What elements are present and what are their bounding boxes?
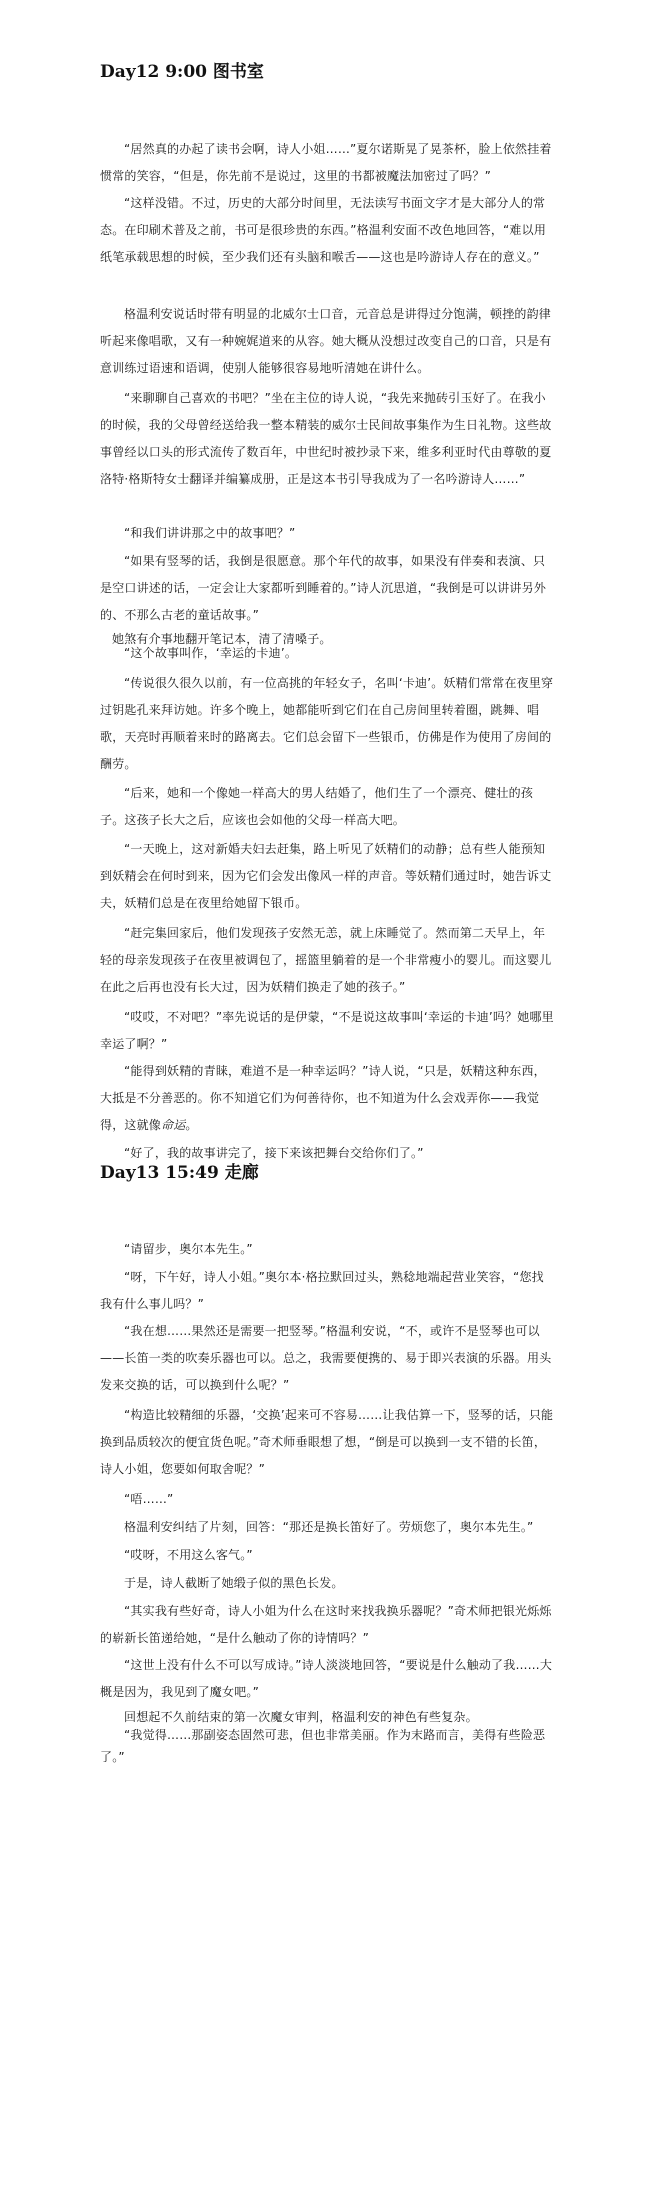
paragraph: “来聊聊自己喜欢的书吧？”坐在主位的诗人说，“我先来抛砖引玉好了。在我小的时候，我的父母曾经送给我一整本精装的威尔士民间故事集作为生日礼物。这些故事曾经以口头的形式流传了数百年，中世纪时被抄录下来，维多利亚时代由尊敬的夏洛特·格斯特女士翻译并编纂成册，正是这本书引导我成为了一名吟游诗人……” <box>100 391 552 486</box>
paragraph: “其实我有些好奇，诗人小姐为什么在这时来找我换乐器呢？”奇术师把银光烁烁的崭新长笛递给她，“是什么触动了你的诗情吗？” <box>100 1604 552 1645</box>
paragraph: “唔……” <box>124 1492 174 1506</box>
paragraph: “这个故事叫作，‘幸运的卡迪’。 <box>124 646 298 660</box>
paragraph: 回想起不久前结束的第一次魔女审判，格温利安的神色有些复杂。 <box>124 1710 478 1724</box>
paragraph: “传说很久很久以前，有一位高挑的年轻女子，名叫‘卡迪’。妖精们常常在夜里穿过钥匙孔来拜访她。许多个晚上，她都能听到它们在自己房间里转着圈，跳舞、唱歌，天亮时再顺着来时的路离去。它们总会留下一些银币，仿佛是作为使用了房间的酬劳。 <box>100 676 554 771</box>
section-title-day12: Day12 9:00 图书室 <box>100 62 264 82</box>
emphasis-text: 命运 <box>161 1118 186 1132</box>
paragraph: “这世上没有什么不可以写成诗。”诗人淡淡地回答，“要说是什么触动了我……大概是因为，我见到了魔女吧。” <box>100 1658 553 1699</box>
paragraph: “构造比较精细的乐器，‘交换’起来可不容易……让我估算一下，竖琴的话，只能换到品质较次的便宜货色呢。”奇术师垂眼想了想，“倒是可以换到一支不错的长笛，诗人小姐，您要如何取舍呢？” <box>100 1408 554 1476</box>
paragraph: “和我们讲讲那之中的故事吧？” <box>124 526 296 540</box>
paragraph: “赶完集回家后，他们发现孩子安然无恙，就上床睡觉了。然而第二天早上，年轻的母亲发现孩子在夜里被调包了，摇篮里躺着的是一个非常瘦小的婴儿。而这婴儿在此之后再也没有长大过，因为妖精们换走了她的孩子。” <box>100 926 552 994</box>
paragraph: “我觉得……那副姿态固然可悲，但也非常美丽。作为末路而言，美得有些险恶了。” <box>100 1728 546 1764</box>
paragraph: 格温利安纠结了片刻，回答：“那还是换长笛好了。劳烦您了，奥尔本先生。” <box>124 1520 534 1534</box>
paragraph: “居然真的办起了读书会啊，诗人小姐……”夏尔诺斯晃了晃茶杯，脸上依然挂着惯常的笑容，“但是，你先前不是说过，这里的书都被魔法加密过了吗？” <box>100 142 552 183</box>
paragraph: “这样没错。不过，历史的大部分时间里，无法读写书面文字才是大部分人的常态。在印刷术普及之前，书可是很珍贵的东西。”格温利安面不改色地回答，“难以用纸笔承载思想的时候，至少我们还有头脑和喉舌——这也是吟游诗人存在的意义。” <box>100 196 547 264</box>
paragraph: “一天晚上，这对新婚夫妇去赶集，路上听见了妖精们的动静；总有些人能预知到妖精会在何时到来，因为它们会发出像风一样的声音。等妖精们通过时，她告诉丈夫，妖精们总是在夜里给她留下银币。 <box>100 842 552 910</box>
paragraph: “如果有竖琴的话，我倒是很愿意。那个年代的故事，如果没有伴奏和表演、只是空口讲述的话，一定会让大家都听到睡着的。”诗人沉思道，“我倒是可以讲讲另外的、不那么古老的童话故事。” <box>100 554 547 622</box>
paragraph: “呀，下午好，诗人小姐。”奥尔本·格拉默回过头，熟稔地端起营业笑容，“您找我有什么事儿吗？” <box>100 1270 544 1311</box>
paragraph: 格温利安说话时带有明显的北威尔士口音，元音总是讲得过分饱满，顿挫的韵律听起来像唱歌，又有一种婉娓道来的从容。她大概从没想过改变自己的口音，只是有意训练过语速和语调，使别人能够很容易地听清她在讲什么。 <box>100 307 552 375</box>
paragraph: 于是，诗人截断了她缎子似的黑色长发。 <box>124 1576 344 1590</box>
paragraph: “好了，我的故事讲完了，接下来该把舞台交给你们了。” <box>124 1146 424 1160</box>
paragraph: 她煞有介事地翻开笔记本，清了清嗓子。 <box>112 632 332 646</box>
paragraph-text: 。 <box>185 1118 198 1132</box>
paragraph-text: “能得到妖精的青睐，难道不是一种幸运吗？”诗人说，“只是，妖精这种东西，大抵是不分善恶的。你不知道它们为何善待你，也不知道为什么会戏弄你——我觉得，这就像 <box>100 1064 546 1132</box>
paragraph: “我在想……果然还是需要一把竖琴。”格温利安说，“不，或许不是竖琴也可以——长笛一类的吹奏乐器也可以。总之，我需要便携的、易于即兴表演的乐器。用头发来交换的话，可以换到什么呢？” <box>100 1324 552 1392</box>
section-title-day13: Day13 15:49 走廊 <box>100 1163 259 1183</box>
paragraph: “请留步，奥尔本先生。” <box>124 1242 253 1256</box>
paragraph: “后来，她和一个像她一样高大的男人结婚了，他们生了一个漂亮、健壮的孩子。这孩子长大之后，应该也会如他的父母一样高大吧。 <box>100 786 534 827</box>
paragraph <box>100 1058 555 1139</box>
paragraph: “哎哎，不对吧？”率先说话的是伊蒙，“不是说这故事叫‘幸运的卡迪’吗？她哪里幸运了啊？” <box>100 1010 554 1051</box>
paragraph: “哎呀，不用这么客气。” <box>124 1548 253 1562</box>
